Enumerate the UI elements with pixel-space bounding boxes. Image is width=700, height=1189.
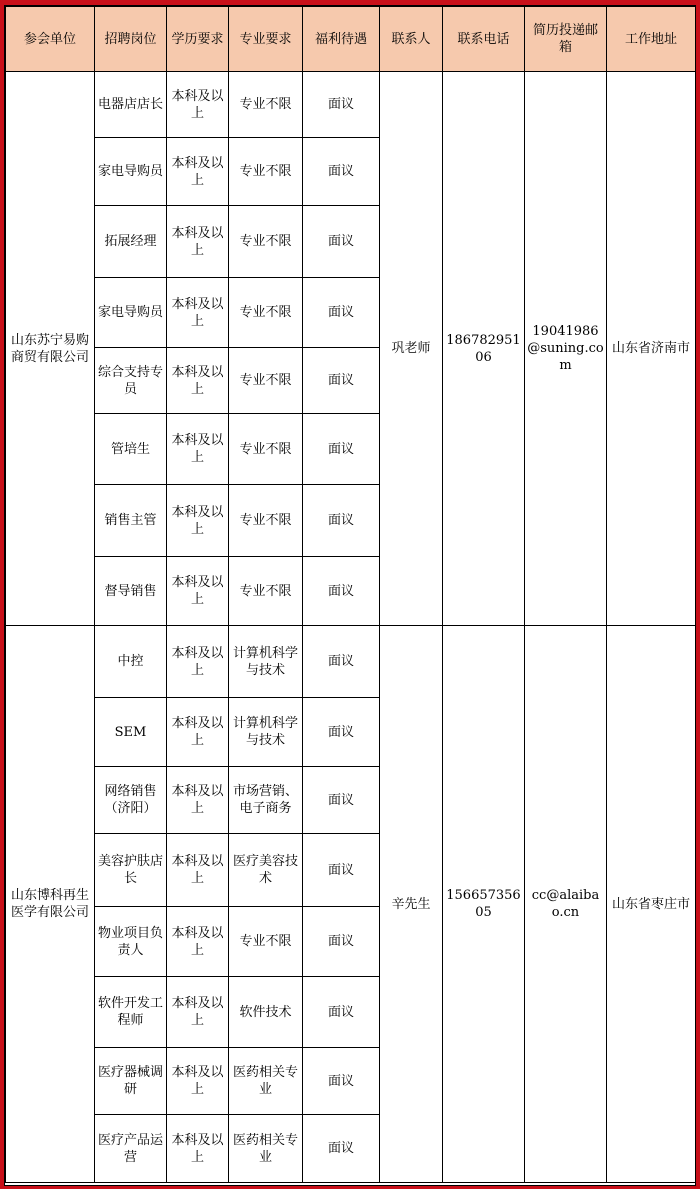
job-major: 软件技术 [229, 977, 303, 1048]
job-education: 本科及以上 [167, 767, 229, 834]
job-welfare: 面议 [303, 414, 380, 485]
job-welfare: 面议 [303, 72, 380, 138]
job-welfare: 面议 [303, 206, 380, 278]
job-welfare: 面议 [303, 977, 380, 1048]
job-education: 本科及以上 [167, 1115, 229, 1183]
job-position: 网络销售（济阳） [95, 767, 167, 834]
job-welfare: 面议 [303, 767, 380, 834]
job-education: 本科及以上 [167, 907, 229, 977]
job-position: 中控 [95, 626, 167, 698]
job-education: 本科及以上 [167, 278, 229, 348]
job-major: 专业不限 [229, 72, 303, 138]
job-education: 本科及以上 [167, 698, 229, 767]
job-position: SEM [95, 698, 167, 767]
job-major: 专业不限 [229, 485, 303, 557]
contact-phone: 18678295106 [443, 72, 525, 626]
job-position: 销售主管 [95, 485, 167, 557]
job-education: 本科及以上 [167, 206, 229, 278]
table-row [6, 72, 696, 138]
job-welfare: 面议 [303, 348, 380, 414]
job-education: 本科及以上 [167, 626, 229, 698]
job-welfare: 面议 [303, 278, 380, 348]
job-position: 电器店店长 [95, 72, 167, 138]
job-welfare: 面议 [303, 698, 380, 767]
contact-person: 巩老师 [380, 72, 443, 626]
job-major: 专业不限 [229, 278, 303, 348]
job-major: 医药相关专业 [229, 1115, 303, 1183]
job-position: 家电导购员 [95, 278, 167, 348]
job-education: 本科及以上 [167, 348, 229, 414]
work-address: 山东省枣庄市 [607, 626, 696, 1183]
header-phone: 联系电话 [443, 7, 525, 72]
header-position: 招聘岗位 [95, 7, 167, 72]
job-education: 本科及以上 [167, 834, 229, 907]
table-row [6, 626, 696, 698]
header-email: 简历投递邮箱 [525, 7, 607, 72]
job-position: 拓展经理 [95, 206, 167, 278]
table-header-row [6, 7, 696, 72]
job-position: 医疗器械调研 [95, 1048, 167, 1115]
job-education: 本科及以上 [167, 138, 229, 206]
job-education: 本科及以上 [167, 72, 229, 138]
job-major: 计算机科学与技术 [229, 626, 303, 698]
header-contact: 联系人 [380, 7, 443, 72]
job-education: 本科及以上 [167, 557, 229, 626]
job-position: 美容护肤店长 [95, 834, 167, 907]
job-welfare: 面议 [303, 626, 380, 698]
header-education: 学历要求 [167, 7, 229, 72]
job-major: 市场营销、电子商务 [229, 767, 303, 834]
job-education: 本科及以上 [167, 414, 229, 485]
job-major: 专业不限 [229, 138, 303, 206]
company-name: 山东苏宁易购商贸有限公司 [6, 72, 95, 626]
job-welfare: 面议 [303, 834, 380, 907]
header-welfare: 福利待遇 [303, 7, 380, 72]
contact-person: 辛先生 [380, 626, 443, 1183]
job-position: 督导销售 [95, 557, 167, 626]
job-position: 软件开发工程师 [95, 977, 167, 1048]
job-welfare: 面议 [303, 557, 380, 626]
job-major: 计算机科学与技术 [229, 698, 303, 767]
header-address: 工作地址 [607, 7, 696, 72]
job-position: 家电导购员 [95, 138, 167, 206]
job-position: 医疗产品运营 [95, 1115, 167, 1183]
header-company: 参会单位 [6, 7, 95, 72]
job-major: 医药相关专业 [229, 1048, 303, 1115]
job-education: 本科及以上 [167, 1048, 229, 1115]
job-position: 物业项目负责人 [95, 907, 167, 977]
job-major: 专业不限 [229, 414, 303, 485]
job-position: 综合支持专员 [95, 348, 167, 414]
job-welfare: 面议 [303, 138, 380, 206]
job-listing-table [5, 6, 696, 1183]
job-major: 专业不限 [229, 557, 303, 626]
job-major: 专业不限 [229, 348, 303, 414]
job-education: 本科及以上 [167, 977, 229, 1048]
job-welfare: 面议 [303, 1048, 380, 1115]
job-welfare: 面议 [303, 907, 380, 977]
job-table-frame [4, 5, 696, 1186]
contact-phone: 15665735605 [443, 626, 525, 1183]
resume-email[interactable]: cc@alaibao.cn [525, 626, 607, 1183]
job-welfare: 面议 [303, 485, 380, 557]
job-education: 本科及以上 [167, 485, 229, 557]
work-address: 山东省济南市 [607, 72, 696, 626]
header-major: 专业要求 [229, 7, 303, 72]
job-major: 医疗美容技术 [229, 834, 303, 907]
job-position: 管培生 [95, 414, 167, 485]
company-name: 山东博科再生医学有限公司 [6, 626, 95, 1183]
resume-email[interactable]: 19041986@suning.com [525, 72, 607, 626]
job-major: 专业不限 [229, 907, 303, 977]
job-welfare: 面议 [303, 1115, 380, 1183]
job-major: 专业不限 [229, 206, 303, 278]
